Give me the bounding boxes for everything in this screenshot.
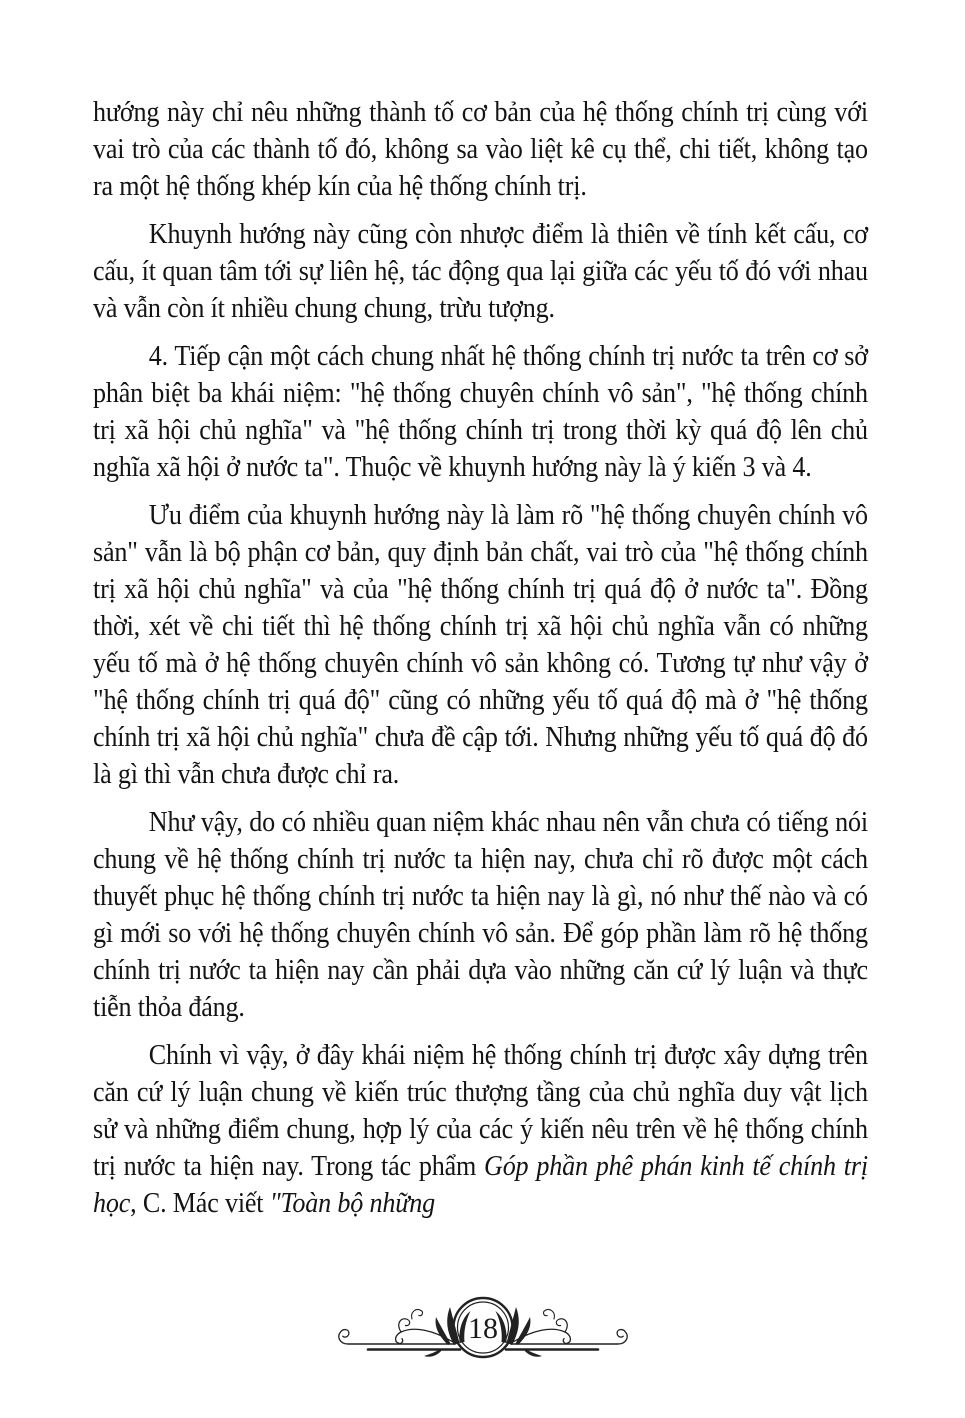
text-segment: Như vậy, do có nhiều quan niệm khác nhau nên vẫn chưa có tiếng nói chung về hệ thống chính trị nước ta hiện nay, chưa chỉ rõ được một cách thuyết phục hệ thống chính trị nước ta hiện nay là gì, nó như thế nào và có gì mới so với hệ thống chuyên chính vô sản. Để góp phần làm rõ hệ thống chính trị nước ta hiện nay cần phải dựa vào những căn cứ lý luận và thực tiễn thỏa đáng. [93,806,868,1023]
text-segment: , C. Mác viết [130,1187,270,1219]
text-segment: Chính vì vậy, ở đây khái niệm hệ thống chính trị được xây dựng trên căn cứ lý luận chung về kiến trúc thượng tầng của chủ nghĩa duy vật lịch sử và những điểm chung, hợp lý của các ý kiến nêu trên về hệ thống chính trị nước ta hiện nay. Trong tác phẩm [93,1039,868,1182]
text-segment: hướng này chỉ nêu những thành tố cơ bản của hệ thống chính trị cùng với vai trò của các thành tố đó, không sa vào liệt kê cụ thể, chi tiết, không tạo ra một hệ thống khép kín của hệ thống chính trị. [93,96,868,202]
paragraph [93,497,868,793]
italic-text-segment: "Toàn bộ những [269,1187,436,1219]
paragraph [93,804,868,1026]
paragraph [93,338,868,486]
italic-text-segment: Góp phần phê phán kinh tế chính trị học [93,1150,868,1219]
paragraph [93,94,868,205]
paragraph [93,1037,868,1222]
text-segment: 4. Tiếp cận một cách chung nhất hệ thống chính trị nước ta trên cơ sở phân biệt ba khái niệm: "hệ thống chuyên chính vô sản", "hệ thống chính trị xã hội chủ nghĩa" và "hệ thống chính trị trong thời kỳ quá độ lên chủ nghĩa xã hội ở nước ta". Thuộc về khuynh hướng này là ý kiến 3 và 4. [93,340,868,483]
flourish-divider-icon [337,1286,629,1370]
text-segment: Khuynh hướng này cũng còn nhược điểm là thiên về tính kết cấu, cơ cấu, ít quan tâm tới sự liên hệ, tác động qua lại giữa các yếu tố đó với nhau và vẫn còn ít nhiều chung chung, trừu tượng. [93,218,868,324]
page-number: 18 [468,1312,498,1345]
paragraph [93,216,868,327]
text-segment: Ưu điểm của khuynh hướng này là làm rõ "hệ thống chuyên chính vô sản" vẫn là bộ phận cơ bản, quy định bản chất, vai trò của "hệ thống chính trị xã hội chủ nghĩa" và của "hệ thống chính trị quá độ ở nước ta". Đồng thời, xét về chi tiết thì hệ thống chính trị xã hội chủ nghĩa vẫn có những yếu tố mà ở hệ thống chuyên chính vô sản không có. Tương tự như vậy ở "hệ thống chính trị quá độ" cũng có những yếu tố quá độ mà ở "hệ thống chính trị xã hội chủ nghĩa" chưa đề cập tới. Nhưng những yếu tố quá độ đó là gì thì vẫn chưa được chỉ ra. [93,499,868,790]
page-number-ornament [337,1286,629,1370]
page-body [93,94,868,1222]
